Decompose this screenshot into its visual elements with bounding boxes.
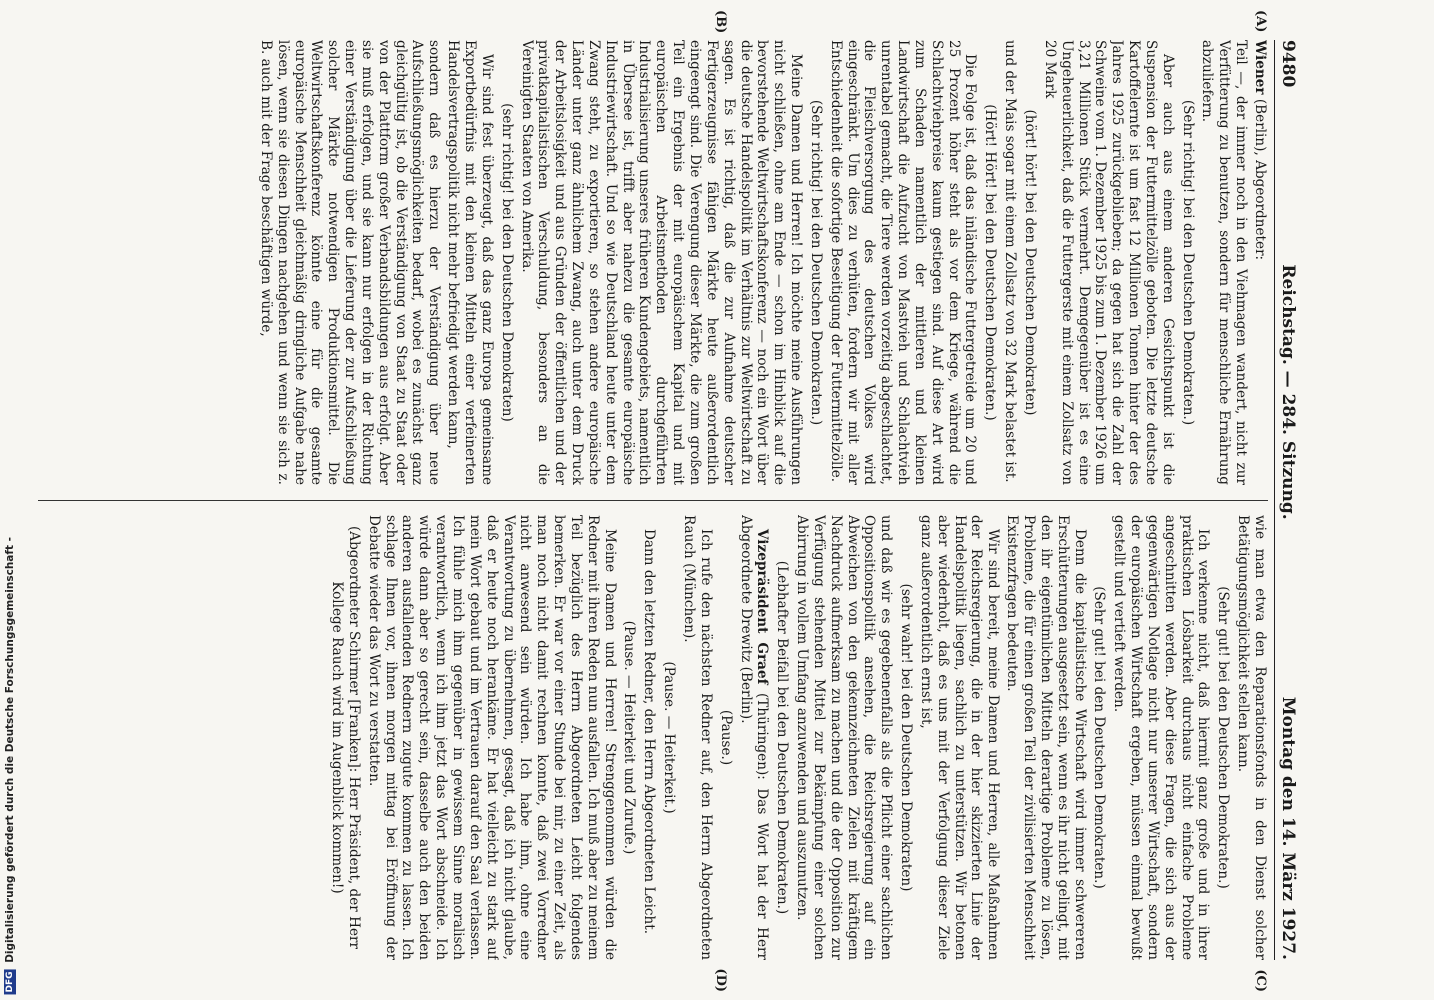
margin-marker-b: (B) xyxy=(713,10,728,34)
page-title: Reichstag. — 284. Sitzung. xyxy=(1278,264,1298,520)
speaker-name: Wiener xyxy=(1252,40,1268,95)
speaker-meta: (Berlin), Abgeordneter: xyxy=(1252,98,1268,261)
paragraph: Ich rufe den nächsten Redner auf, den Herrn Abgeordneten Rauch (München). xyxy=(681,515,714,960)
column-divider xyxy=(38,500,1268,501)
interjection: (Sehr richtig! bei den Deutschen Demokraten.) xyxy=(1179,99,1196,426)
paragraph: Wir sind fest überzeugt, daß das ganz Europa gemeinsame Exportbedürfnis mit den kleinen Mitteln einer verfeinerten Handelsvertragspolitik nicht mehr befriedigt werden kann, xyxy=(445,40,495,485)
presiding-line xyxy=(737,515,771,960)
vice-president-name: Vizepräsident Graef xyxy=(754,529,771,685)
interjection: (hört! hört! bei den Deutschen Demokraten) xyxy=(1022,109,1039,416)
paragraph: Wir sind bereit, meine Damen und Herren, alle Maßnahmen der Reichsregierung, die in der hier skizzierten Linie der Handelspolitik liegen, sachlich zu unterstützen. Wir betonen aber wiederholt, daß es uns mit der Verfolgung dieser Ziele ganz außerordentlich ernst ist, xyxy=(917,515,1002,960)
margin-marker-c: (C) xyxy=(1253,969,1268,992)
interjection: (Sehr richtig! bei den Deutschen Demokraten.) xyxy=(807,99,824,426)
interjection: (Pause.) xyxy=(717,709,734,766)
vice-president-meta: (Thüringen): Das Wort hat der Herr Abgeordnete Drewitz (Berlin). xyxy=(737,515,771,960)
paragraph: sondern daß es hierzu der Verständigung über neue Aufschließungsmöglichkeiten bedarf, wobei es zunächst ganz gleichgültig ist, ob die Verständigung von Staat zu Staat oder von der Plattform großer Verbandsbildungen aus erfolgt. Aber sie muß erfolgen, und sie kann nur erfolgen in der Richtung einer Verständigung über die Lieferung der zur Aufschließung solcher Märkte notwendigen Produktionsmittel. Die Weltwirtschaftskonferenz könnte eine für die gesamte europäische Menschheit gleichmäßig dringliche Aufgabe nahe lösen, wenn sie diesen Dingen nachgehen und wenn sie sich z. B. auch mit der Frage beschäftigen würde, xyxy=(257,40,443,485)
paragraph: Aber auch aus einem anderen Gesichtspunkt ist die Suspension der Futtermittelzölle geboten. Die letzte deutsche Kartoffelernte ist um fast 12 Millionen Tonnen hinter der des Jahres 1925 zurückgeblieben; da gegen hat sich die Zahl der Schweine vom 1. Dezember 1925 bis zum 1. Dezember 1926 um 3,21 Millionen Stück vermehrt. Demgegenüber ist es eine Ungeheuerlichkeit, daß die Futtergerste mit einem Zollsatz von 20 Mark xyxy=(1041,40,1176,485)
paragraph: Ich verkenne nicht, daß hiermit ganz große und in ihrer praktischen Lösbarkeit durchaus nicht einfache Probleme angeschnitten werden. Aber diese Fragen, die sich aus der gegenwärtigen Notlage nicht nur unserer Wirtschaft, sondern der europäischen Wirtschaft ergeben, müssen einmal bewußt gestellt und vertieft werden. xyxy=(1111,515,1212,960)
paragraph: Dann den letzten Redner, den Herrn Abgeordneten Leicht. xyxy=(641,529,658,935)
paragraph: Teil —, der immer noch in den Viehmagen wandert, nicht zur Verfütterung zu benutzen, sondern für menschliche Ernährung abzuliefern. xyxy=(1199,40,1250,485)
interjection: (sehr richtig! bei den Deutschen Demokraten) xyxy=(498,103,515,422)
left-column xyxy=(38,40,1268,485)
margin-marker-d: (D) xyxy=(713,968,728,992)
interjection: (Sehr gut! bei den Deutschen Demokraten.) xyxy=(1215,586,1232,889)
margin-marker-a: (A) xyxy=(1253,10,1268,33)
interjection: (Abgeordneter Schirmer [Franken]: Herr Präsident, der Herr Kollege Rauch wird im Augenblick kommen!) xyxy=(329,525,362,950)
paragraph: Die Folge ist, daß das inländische Futtergetreide um 20 und 25 Prozent höher steht als vor dem Kriege, während die Schlachtviehpreise kaum gestiegen sind. Auf diese Art wird zum Schaden namentlich der mittleren und kleinen Landwirtschaft die Aufzucht von Mastvieh und Schlachtvieh unrentabel gemacht, die Tiere werden vorzeitig abgeschlachtet, die Fleischversorgung des deutschen Volkes wird eingeschränkt. Um dies zu verhüten, fordern wir mit aller Entschiedenheit die sofortige Beseitigung der Futtermittelzölle. xyxy=(827,40,979,485)
interjection: (sehr wahr! bei den Deutschen Demokraten) xyxy=(898,583,915,892)
page-number: 9480 xyxy=(1278,40,1298,88)
right-column xyxy=(38,515,1268,960)
two-column-body xyxy=(38,10,1268,992)
dfg-logo: DFG xyxy=(5,970,15,992)
digitization-credit xyxy=(4,537,16,994)
credit-text: Digitalisierung gefördert durch die Deutsche Forschungsgemeinschaft - xyxy=(4,536,16,963)
interjection: (Hört! Hört! bei den Deutschen Demokraten.) xyxy=(982,104,999,421)
paragraph: Meine Damen und Herren! Strenggenommen würden die Redner mit ihren Reden nun ausfallen. Ich muß aber zu meinem Teil bezüglich des Herrn Abgeordneten Leicht folgendes bemerken. Er war vor einer Stunde bei mir, zu einer Zeit, als man noch nicht damit rechnen konnte, daß zwei Vorredner nicht anwesend sein würden. Ich habe ihm, ohne eine Verantwortung zu übernehmen, gesagt, daß ich nicht glaube, daß er heute noch herankäme. Er hat vielleicht zu stark auf mein Wort gebaut und im Vertrauen darauf den Saal verlassen. Ich fühle mich ihm gegenüber in gewissem Sinne moralisch verantwortlich, wenn ich ihm jetzt das Wort abschneide. Ich würde dann aber so gerecht sein, dasselbe auch den beiden anderen ausfallenden Rednern zugute kommen zu lassen. Ich schlage Ihnen vor, ihnen morgen mittag bei Eröffnung der Debatte wieder das Wort zu verstatten. xyxy=(365,515,618,960)
paragraph: Meine Damen und Herren! Ich möchte meine Ausführungen nicht schließen, ohne am Ende — schon im Hinblick auf die bevorstehende Weltwirtschaftskonferenz — noch ein Wort über die deutsche Handelspolitik im Verhältnis zur Weltwirtschaft zu sagen. Es ist richtig, daß die zur Aufnahme deutscher Fertigerzeugnisse fähigen Märkte heute außerordentlich eingeengt sind. Die Verengung dieser Märkte, die zum großen Teil ein Ergebnis der mit europäischem Kapital und mit europäischen Arbeitsmethoden durchgeführten Industrialisierung unseres früheren Kundengebiets, namentlich in Übersee ist, trifft aber nahezu die gesamte europäische Industriewirtschaft. Und so wie Deutschland heute unter dem Zwang steht, zu exportieren, so stehen andere europäische Länder unter ganz ähnlichem Zwang, auch unter dem Druck der Arbeitslosigkeit und aus Gründen der öffentlichen und der privatkapitalistischen Verschuldung, besonders an die Vereinigten Staaten von Amerika. xyxy=(518,40,805,485)
paragraph: und der Mais sogar mit einem Zollsatz von 32 Mark belastet ist. xyxy=(1002,40,1019,483)
interjection: (Sehr gut! bei den Deutschen Demokraten.) xyxy=(1091,586,1108,889)
paragraph: und daß wir es gegebenenfalls als die Pflicht einer sachlichen Oppositionspolitik ansehen, die Reichsregierung auf ein Abweichen von den gekennzeichneten Zielen mit kräftigem Nachdruck aufmerksam zu machen und die der Opposition zur Verfügung stehenden Mittel zur Bekämpfung einer solchen Abirrung in vollem Umfang anzuwenden und auszunutzen. xyxy=(794,515,895,960)
speaker-line xyxy=(1251,40,1268,485)
page-header xyxy=(1274,40,1298,960)
rotated-page xyxy=(12,0,1312,1000)
paragraph: wie man etwa den Reparationsfonds in den Dienst solcher Betätigungsmöglichkeit stellen kann. xyxy=(1235,515,1268,960)
page-date: Montag den 14. März 1927. xyxy=(1278,696,1298,960)
interjection: (Pause. — Heiterkeit und Zurufe.) xyxy=(621,620,638,855)
interjection: (Pause. — Heiterkeit.) xyxy=(661,661,678,814)
interjection: (Lebhafter Beifall bei den Deutschen Demokraten.) xyxy=(774,560,791,915)
paragraph: Denn die kapitalistische Wirtschaft wird immer schwereren Erschütterungen ausgesetzt sein, wenn es ihr nicht gelingt, mit den ihr eigentümlichen Mitteln derartige Probleme zu lösen, Probleme, die für einen großen Teil der zivilisierten Menschheit Existenzfragen bedeuten. xyxy=(1004,515,1088,960)
